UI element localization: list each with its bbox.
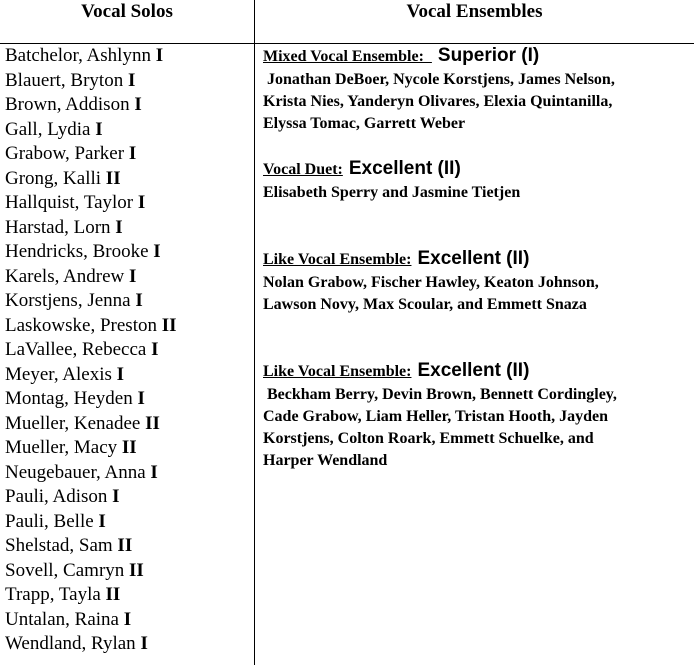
solo-rating: I (137, 388, 145, 409)
solo-entry (5, 265, 177, 290)
solo-name: Sovell, Camryn (5, 559, 125, 581)
solo-rating: II (161, 314, 177, 336)
ensemble-members: Elisabeth Sperry and Jasmine Tietjen (263, 184, 521, 201)
solo-entry (5, 363, 177, 388)
solo-entry (5, 510, 177, 535)
ensemble-rating: Excellent (II) (417, 248, 530, 269)
solo-rating: I (112, 486, 120, 507)
solo-entry (5, 608, 177, 633)
solo-rating: I (150, 461, 158, 483)
solo-rating: II (145, 412, 160, 434)
solo-rating: II (121, 437, 137, 458)
solo-rating: I (123, 608, 132, 630)
solo-name: Blauert, Bryton (5, 69, 124, 91)
vocal-solos-header: Vocal Solos (81, 1, 173, 22)
solo-rating: I (134, 94, 142, 115)
solo-rating: I (137, 192, 146, 213)
solo-rating: I (95, 118, 103, 140)
solo-entry (5, 118, 177, 143)
solo-name: Hendricks, Brooke (5, 241, 149, 262)
solo-name: Harstad, Lorn (5, 216, 111, 238)
solo-entry (5, 240, 177, 265)
solo-entry (5, 69, 177, 94)
solo-rating: I (135, 290, 143, 311)
solo-entry (5, 289, 177, 314)
solo-entry (5, 559, 177, 584)
solo-name: Grabow, Parker (5, 143, 125, 164)
solo-rating: I (140, 633, 148, 654)
solo-rating: II (105, 167, 121, 189)
solo-rating: I (155, 45, 164, 66)
solo-entry (5, 191, 177, 216)
solo-rating: I (98, 510, 106, 532)
solo-name: Pauli, Adison (5, 486, 108, 507)
solo-name: Shelstad, Sam (5, 535, 113, 556)
ensemble-members: Beckham Berry, Devin Brown, Bennett Cordingley, Cade Grabow, Liam Heller, Tristan Hooth, Jayden Korstjens, Colton Roark, Emmett Schuelke, and Harper Wendland (263, 386, 617, 469)
solo-rating: I (153, 241, 161, 262)
ensemble-members: Nolan Grabow, Fischer Hawley, Keaton Johnson, Lawson Novy, Max Scoular, and Emmett Snaza (263, 274, 599, 313)
ensemble-type: Like Vocal Ensemble: (263, 251, 412, 268)
solo-rating: II (129, 559, 144, 581)
solo-entry (5, 461, 177, 486)
vocal-ensembles-header: Vocal Ensembles (406, 1, 543, 22)
solo-entry (5, 93, 177, 118)
solo-name: Untalan, Raina (5, 608, 119, 630)
solo-name: Trapp, Tayla (5, 584, 101, 605)
ensemble-type: Vocal Duet: (263, 161, 343, 178)
solo-name: Grong, Kalli (5, 167, 102, 189)
solo-name: Batchelor, Ashlynn (5, 45, 151, 66)
solo-entry (5, 436, 177, 461)
solo-name: Laskowske, Preston (5, 314, 157, 336)
ensemble-members: Jonathan DeBoer, Nycole Korstjens, James Nelson, Krista Nies, Yanderyn Olivares, Elexia Quintanilla, Elyssa Tomac, Garrett Weber (263, 71, 615, 132)
solo-entry (5, 387, 177, 412)
solo-entry (5, 216, 177, 241)
solo-entry (5, 142, 177, 167)
column-divider (254, 0, 255, 665)
ensemble-type: Mixed Vocal Ensemble: (263, 48, 432, 65)
solo-rating: I (115, 216, 123, 238)
solo-rating: I (151, 339, 159, 360)
solo-entry (5, 583, 177, 608)
solo-rating: I (128, 143, 137, 164)
solo-rating: I (129, 265, 137, 287)
solo-name: Gall, Lydia (5, 118, 91, 140)
solo-name: Neugebauer, Anna (5, 461, 146, 483)
solo-entry (5, 534, 177, 559)
ensemble-type: Like Vocal Ensemble: (263, 363, 412, 380)
ensemble-rating: Excellent (II) (417, 360, 530, 381)
solo-name: Montag, Heyden (5, 388, 133, 409)
solo-rating: II (117, 535, 133, 556)
solo-rating: I (127, 69, 136, 91)
solo-name: Brown, Addison (5, 94, 130, 115)
solo-entry (5, 167, 177, 192)
solo-name: Hallquist, Taylor (5, 192, 134, 213)
solo-rating: II (105, 584, 121, 605)
solo-name: Korstjens, Jenna (5, 290, 131, 311)
solo-entry (5, 485, 177, 510)
solo-entry (5, 44, 177, 69)
solo-name: Mueller, Macy (5, 437, 118, 458)
vocal-solos-list (5, 44, 177, 657)
ensemble-entry (263, 158, 691, 204)
solo-entry (5, 314, 177, 339)
ensemble-rating: Excellent (II) (348, 158, 461, 179)
solo-name: Karels, Andrew (5, 265, 125, 287)
solo-name: Mueller, Kenadee (5, 412, 141, 434)
solo-name: Meyer, Alexis (5, 363, 112, 385)
solo-name: Pauli, Belle (5, 510, 94, 532)
ensemble-rating: Superior (I) (437, 45, 540, 66)
solo-rating: I (116, 363, 125, 385)
ensemble-entry (263, 248, 691, 316)
ensemble-entry (263, 360, 691, 472)
solo-entry (5, 632, 177, 657)
solo-name: LaVallee, Rebecca (5, 339, 147, 360)
solo-entry (5, 338, 177, 363)
solo-name: Wendland, Rylan (5, 633, 136, 654)
solo-entry (5, 412, 177, 437)
ensemble-entry (263, 45, 691, 135)
